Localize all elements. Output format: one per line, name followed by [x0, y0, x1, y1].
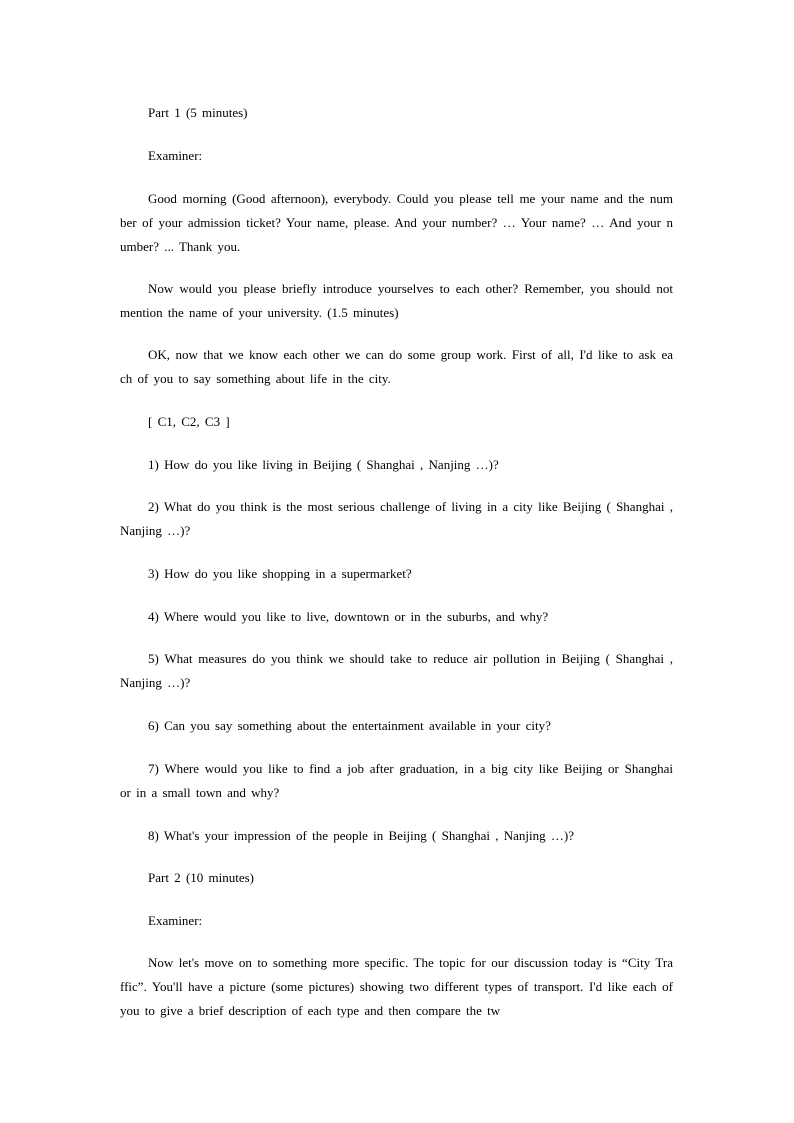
- part1-heading: Part 1 (5 minutes): [148, 105, 248, 120]
- question-3: 3) How do you like shopping in a supermarket?: [148, 566, 412, 581]
- examiner-label: Examiner:: [148, 913, 203, 928]
- question-1: 1) How do you like living in Beijing ( Shanghai , Nanjing …)?: [148, 457, 499, 472]
- greeting-paragraph: Good morning (Good afternoon), everybody. Could you please tell me your name and the number of your admission ticket? Your name, please. And your number? … Your name? … And your number? ... Thank you.: [120, 191, 673, 254]
- topic-paragraph: Now let's move on to something more specific. The topic for our discussion today is “City Traffic”. You'll have a picture (some pictures) showing two different types of transport. I'd like each of you to give a brief description of each type and then compare the tw: [120, 955, 673, 1018]
- question-7: 7) Where would you like to find a job after graduation, in a big city like Beijing or Shanghai or in a small town and why?: [120, 761, 673, 800]
- group-work-paragraph: OK, now that we know each other we can do some group work. First of all, I'd like to ask each of you to say something about life in the city.: [120, 347, 673, 386]
- question-6: 6) Can you say something about the entertainment available in your city?: [148, 718, 551, 733]
- part2-heading: Part 2 (10 minutes): [148, 870, 255, 885]
- candidates-label: [ C1, C2, C3 ]: [148, 414, 230, 429]
- examiner-label: Examiner:: [148, 148, 203, 163]
- question-5: 5) What measures do you think we should take to reduce air pollution in Beijing ( Shanghai , Nanjing …)?: [120, 651, 673, 690]
- question-8: 8) What's your impression of the people in Beijing ( Shanghai , Nanjing …)?: [148, 828, 574, 843]
- question-4: 4) Where would you like to live, downtown or in the suburbs, and why?: [148, 609, 549, 624]
- question-2: 2) What do you think is the most serious challenge of living in a city like Beijing ( Shanghai , Nanjing …)?: [120, 499, 673, 538]
- introduce-paragraph: Now would you please briefly introduce yourselves to each other? Remember, you should not mention the name of your university. (1.5 minutes): [120, 281, 673, 320]
